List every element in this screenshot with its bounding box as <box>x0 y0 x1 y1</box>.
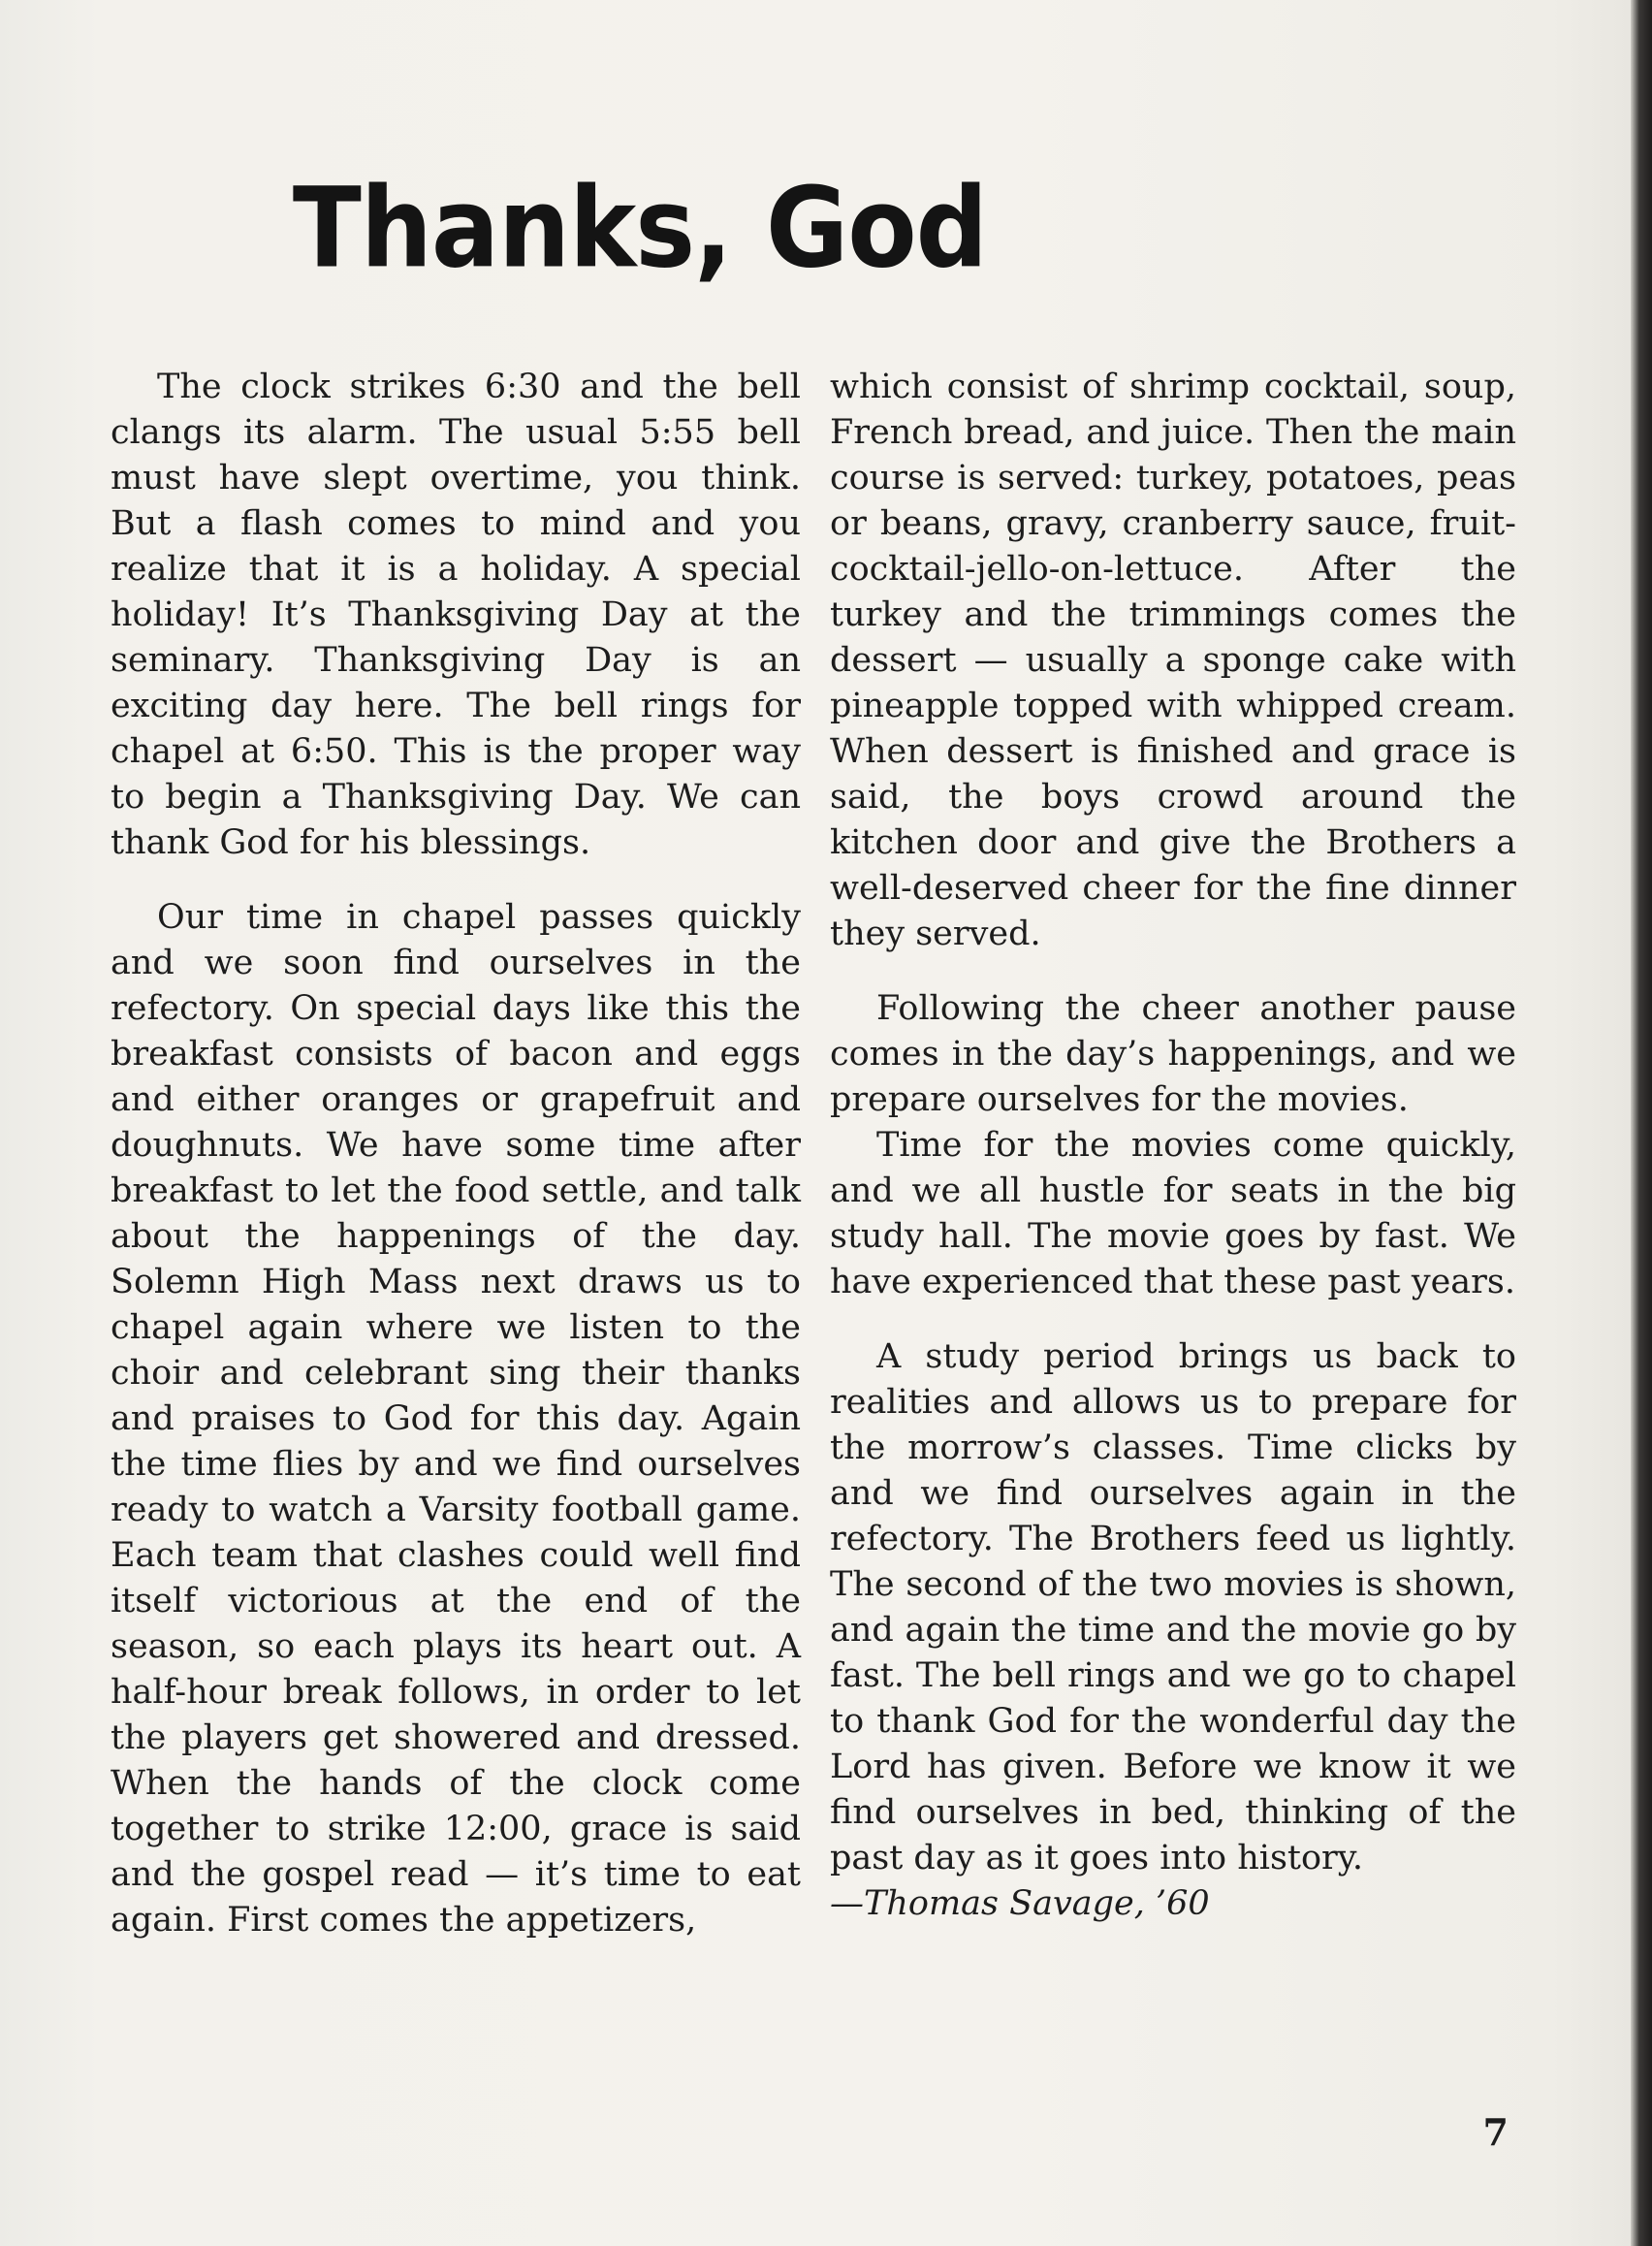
article-title: Thanks, God <box>292 163 988 294</box>
paragraph: Time for the movies come quickly, and we all hustle for seats in the big study hall. The movie goes by fast. We have experienced that these past years. <box>830 1126 1516 1301</box>
author-byline: —Thomas Savage, ’60 <box>830 1884 1210 1923</box>
paragraph: Our time in chapel passes quickly and we soon find ourselves in the refectory. On special days like this the breakfast consists of bacon and eggs and either oranges or grapefruit and doughnuts. We have some time after breakfast to let the food settle, and talk about the happenings of the day. Solemn High Mass next draws us to chapel again where we listen to the choir and celebrant sing their thanks and praises to God for this day. Again the time flies by and we find ourselves ready to watch a Varsity football game. Each team that clashes could well find itself victorious at the end of the season, so each plays its heart out. A half-hour break follows, in order to let the players get showered and dressed. When the hands of the clock come together to strike 12:00, grace is said and the gospel read — it’s time to eat again. First comes the appetizers, <box>111 898 801 1940</box>
paragraph: The clock strikes 6:30 and the bell clangs its alarm. The usual 5:55 bell must have slept overtime, you think. But a flash comes to mind and you realize that it is a holiday. A special holiday! It’s Thanksgiving Day at the seminary. Thanksgiving Day is an exciting day here. The bell rings for chapel at 6:50. This is the proper way to begin a Thanksgiving Day. We can thank God for his blessings. <box>111 368 801 862</box>
left-column <box>111 365 801 1943</box>
paragraph: A study period brings us back to realities and allows us to prepare for the morrow’s classes. Time clicks by and we find ourselves again in the refectory. The Brothers feed us lightly. The second of the two movies is shown, and again the time and the movie go by fast. The bell rings and we go to chapel to thank God for the wonderful day the Lord has given. Before we know it we find ourselves in bed, thinking of the past day as it goes into history. <box>830 1337 1516 1877</box>
binding-edge <box>1631 0 1652 2246</box>
paragraph: which consist of shrimp cocktail, soup, French bread, and juice. Then the main course is served: turkey, potatoes, peas or beans, gravy, cranberry sauce, fruit-cocktail-jello-on-lettuce. After the turkey and the trimmings comes the dessert — usually a sponge cake with pineapple topped with whipped cream. When dessert is finished and grace is said, the boys crowd around the kitchen door and give the Brothers a well-deserved cheer for the fine dinner they served. <box>830 368 1516 953</box>
paragraph: Following the cheer another pause comes in the day’s happenings, and we prepare ourselves for the movies. <box>830 989 1516 1119</box>
page-number: 7 <box>1482 2110 1509 2154</box>
right-column <box>830 365 1516 1927</box>
